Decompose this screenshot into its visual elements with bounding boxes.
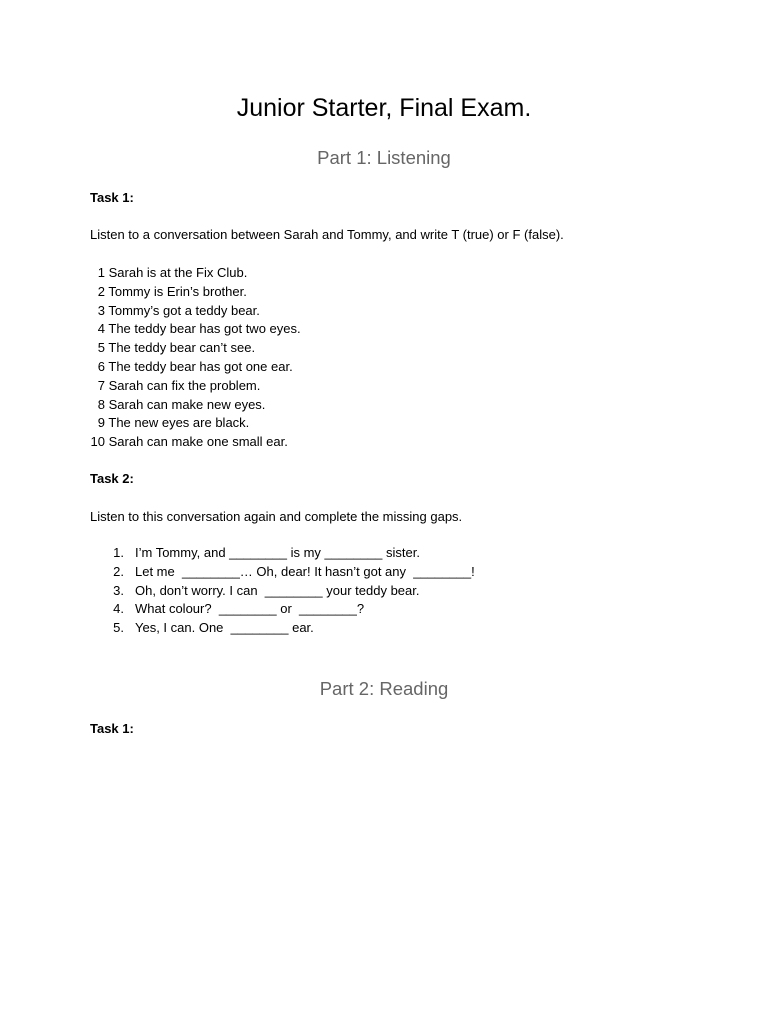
- item-text: What colour? ________ or ________?: [135, 601, 365, 617]
- part2-heading: Part 2: Reading: [319, 678, 449, 699]
- list-item: [90, 320, 301, 339]
- list-item: [90, 600, 475, 619]
- part2-task1-label: Task 1:: [90, 721, 134, 736]
- item-text: The teddy bear can’t see.: [105, 340, 256, 356]
- item-number: 5: [97, 340, 105, 356]
- item-number: 4.: [113, 601, 124, 617]
- list-item: [90, 377, 301, 396]
- list-item: [90, 582, 475, 601]
- item-number: 2.: [113, 563, 124, 579]
- list-item: [90, 619, 475, 638]
- item-text: Sarah can make one small ear.: [105, 434, 288, 450]
- item-text: Sarah is at the Fix Club.: [105, 265, 248, 280]
- list-item: [90, 563, 475, 582]
- task2-instruction: Listen to this conversation again and complete the missing gaps.: [90, 509, 463, 524]
- item-text: Sarah can fix the problem.: [105, 377, 261, 393]
- item-number: 7: [97, 377, 105, 393]
- list-item: [90, 433, 301, 452]
- item-number: 1.: [113, 545, 124, 560]
- true-false-list: [90, 264, 301, 452]
- item-text: I’m Tommy, and ________ is my ________ sister.: [135, 545, 420, 560]
- list-item: [90, 414, 301, 433]
- list-item: [90, 544, 475, 563]
- item-number: 6: [97, 358, 105, 374]
- list-item: [90, 264, 301, 283]
- item-text: Tommy’s got a teddy bear.: [105, 302, 260, 318]
- item-number: 2: [97, 283, 105, 299]
- page-title: Junior Starter, Final Exam.: [236, 94, 532, 122]
- task1-label: Task 1:: [90, 190, 134, 205]
- list-item: [90, 396, 301, 415]
- list-item: [90, 283, 301, 302]
- item-number: 9: [97, 415, 105, 431]
- item-number: 3.: [113, 582, 124, 598]
- item-text: Yes, I can. One ________ ear.: [135, 620, 314, 636]
- item-number: 5.: [113, 620, 124, 636]
- item-number: 8: [97, 396, 105, 412]
- item-text: The new eyes are black.: [105, 415, 250, 431]
- item-text: Let me ________… Oh, dear! It hasn’t got any ________!: [135, 563, 475, 579]
- list-item: [90, 358, 301, 377]
- item-text: Sarah can make new eyes.: [105, 396, 266, 412]
- item-number: 3: [97, 302, 105, 318]
- task1-instruction: Listen to a conversation between Sarah and Tommy, and write T (true) or F (false).: [90, 227, 564, 242]
- item-text: Oh, don’t worry. I can ________ your teddy bear.: [135, 582, 420, 598]
- item-number: 10: [90, 434, 105, 450]
- item-number: 1: [97, 265, 105, 280]
- list-item: [90, 302, 301, 321]
- part1-heading: Part 1: Listening: [317, 147, 451, 168]
- task2-label: Task 2:: [90, 471, 134, 486]
- gap-fill-list: [90, 544, 475, 638]
- item-text: Tommy is Erin’s brother.: [105, 283, 247, 299]
- item-text: The teddy bear has got one ear.: [105, 358, 293, 374]
- item-number: 4: [97, 321, 105, 337]
- list-item: [90, 339, 301, 358]
- item-text: The teddy bear has got two eyes.: [105, 321, 301, 337]
